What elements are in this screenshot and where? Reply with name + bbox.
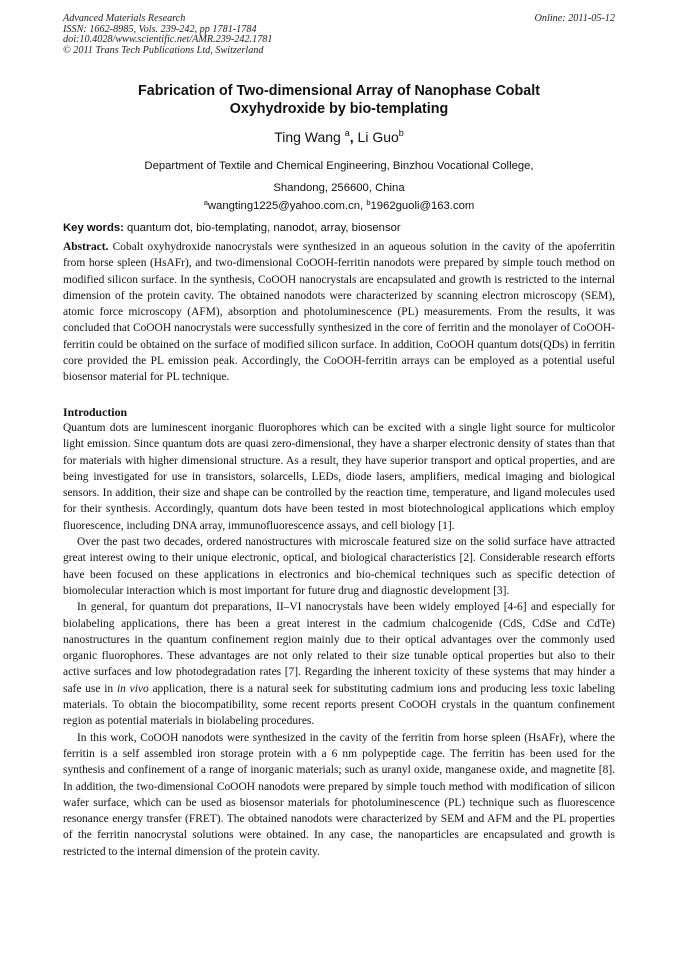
- copyright-line: © 2011 Trans Tech Publications Ltd, Switzerland: [63, 44, 264, 56]
- email-a-sup: a: [203, 198, 208, 207]
- paper-title: [63, 82, 615, 118]
- journal-name: Advanced Materials Research: [63, 13, 186, 24]
- intro-paragraph-3: [63, 599, 615, 729]
- author-1: Ting Wang: [274, 129, 341, 145]
- issn-line: ISSN: 1662-8985, Vols. 239-242, pp 1781-1784: [63, 23, 257, 35]
- intro-paragraph-1: Quantum dots are luminescent inorganic fluorophores which can be excited with a single light source for multicolor light emission. Since quantum dots are quasi zero-dimensional, they have a sharper electronic density of states than that for materials with higher dimensional structure. As a result, they have superior transport and optical properties, and are being investigated for use in transistors, solarcells, LEDs, diode lasers, amplifiers, medical imaging and biological sensors. In addition, their size and shape can be controlled by the reaction time, temperature, and ligand molecules used for their synthesis. Accordingly, quantum dots have been tested in most biotechnological applications which employ fluorescence, including DNA array, immunofluorescence assays, and cell biology [1].: [63, 422, 615, 532]
- affiliation-line-2: Shandong, 256600, China: [273, 182, 405, 194]
- email-b[interactable]: 1962guoli@163.com: [370, 200, 475, 212]
- intro-paragraph-2: Over the past two decades, ordered nanostructures with microscale featured size on the solid surface have attracted great interest owing to their unique electronic, optical, and biological characteristics [2]. Considerable research efforts have been focused on these applications in electronics and bio-chemical techniques such as specific detection of biomolecular interaction which is most important for future drug and diagnostic development [3].: [63, 536, 615, 597]
- abstract: [63, 239, 615, 386]
- intro-paragraph-3-part-b: application, there is a natural seek for substituting cadmium ions and producing less toxic labeling materials. To obtain the biocompatibility, some recent reports present CoOOH crystals in the quantum confinement region as potential materials in biolabeling procedures.: [63, 682, 616, 728]
- keywords-text: quantum dot, bio-templating, nanodot, array, biosensor: [127, 222, 401, 234]
- introduction-body: [63, 420, 615, 860]
- email-line: [63, 198, 615, 214]
- email-b-sup: b: [366, 198, 371, 207]
- intro-paragraph-3-part-a: In general, for quantum dot preparations, II–VI nanocrystals have been widely employed [4-6] and especially for biolabeling applications, there has been a great interest in the cadmium chalcogenide (CdS, CdSe and CdTe) nanostructures in the quantum confinement region mainly due to their optical advantages over the commonly used organic fluorophores. These advantages are not only related to their size tunable optical properties but also to their active surfaces and low photodegradation rates [7]. Regarding the inherent toxicity of these systems that may hinder a safe use in: [63, 601, 615, 695]
- doi-line: doi:10.4028/www.scientific.net/AMR.239-242.1781: [63, 34, 273, 46]
- email-a[interactable]: wangting1225@yahoo.com.cn,: [207, 200, 364, 212]
- journal-header: [63, 14, 615, 56]
- abstract-label: Abstract.: [63, 241, 109, 253]
- author-separator: ,: [349, 129, 358, 145]
- title-line-2: Oxyhydroxide by bio-templating: [229, 101, 449, 117]
- online-date: Online: 2011-05-12: [534, 13, 615, 24]
- keywords: [63, 220, 615, 236]
- affiliation: [63, 155, 615, 199]
- introduction-heading: Introduction: [63, 405, 128, 419]
- author-2: Li Guo: [357, 129, 399, 145]
- intro-paragraph-3-italic: in vivo: [116, 682, 149, 695]
- author-1-sup: a: [344, 128, 350, 138]
- author-2-sup: b: [398, 128, 404, 138]
- keywords-label: Key words:: [63, 222, 124, 234]
- affiliation-line-1: Department of Textile and Chemical Engineering, Binzhou Vocational College,: [144, 160, 534, 172]
- abstract-text: Cobalt oxyhydroxide nanocrystals were synthesized in an aqueous solution in the cavity of the apoferritin from horse spleen (HsAFr), and two-dimensional CoOOH-ferritin nanodots were prepared by simple touch method on modified silicon surface. In the synthesis, CoOOH nanocrystals are encapsulated and growth is restricted to the internal dimension of the protein cavity. The obtained nanodots were characterized by scanning electron microscopy (SEM), atomic force microscopy (AFM), absorption and photoluminescence (PL) measurements. From the results, it was concluded that CoOOH nanocrystals were successfully synthesized in the core of ferritin and the monolayer of CoOOH-ferritin could be obtained on the surface of modified silicon surface. In addition, CoOOH quantum dots(QDs) in ferritin core provided the PL emission peak. Accordingly, the CoOOH-ferritin arrays can be employed as a potential useful biosensor material for PL technique.: [63, 241, 615, 384]
- intro-paragraph-4: In this work, CoOOH nanodots were synthesized in the cavity of the ferritin from horse spleen (HsAFr), where the ferritin is a self assembled iron storage protein with a 6 nm polypeptide cage. The ferritin has been used for the synthesis and confinement of a range of inorganic materials; such as uranyl oxide, manganese oxide, and magnetite [8]. In addition, the two-dimensional CoOOH nanodots were prepared by simple touch method with modification of silicon wafer surface, which can be used as biosensor materials for photoluminescence (PL) technique such as fluorescence resonance energy transfer (FRET). The obtained nanodots were characterized by SEM and AFM and the PL properties of the ferritin nanocrystal solutions were obtained. In any case, the nanoparticles are encapsulated and growth is restricted to the internal dimension of the protein cavity.: [63, 731, 615, 858]
- title-line-1: Fabrication of Two-dimensional Array of Nanophase Cobalt: [138, 83, 540, 99]
- author-list: [63, 128, 615, 146]
